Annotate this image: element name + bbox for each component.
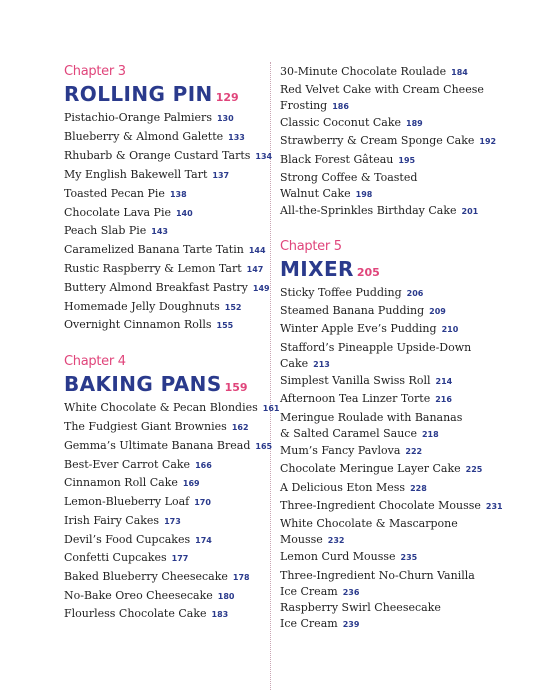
entry-page: 184 [451, 68, 468, 77]
toc-entry [64, 129, 245, 146]
entry-page: 166 [195, 461, 212, 470]
entry-title: My English Bakewell Tart [64, 168, 208, 181]
entry-page: 169 [182, 479, 200, 488]
entry-page: 134 [255, 152, 273, 161]
toc-entry [280, 64, 468, 81]
entry-title: Irish Fairy Cakes [64, 514, 160, 527]
entry-page: 183 [211, 610, 229, 619]
toc-entry [64, 167, 229, 184]
toc-entry [64, 299, 241, 316]
entry-title: Gemma’s Ultimate Banana Bread [64, 439, 251, 452]
entry-title: Chocolate Meringue Layer Cake [280, 462, 461, 475]
toc-entry [64, 606, 228, 623]
entry-title: Lemon-Blueberry Loaf [64, 495, 190, 508]
chapter-4-page: 159 [224, 381, 248, 394]
entry-page: 235 [400, 553, 418, 562]
toc-entry [280, 340, 471, 373]
entry-title-line2: Cake [280, 357, 309, 370]
chapter-5-title-text: MIXER [280, 257, 354, 281]
toc-entry [64, 475, 200, 492]
entry-title-line2: Frosting [280, 99, 328, 112]
toc-entry [64, 280, 270, 297]
chapter-4-title-text: BAKING PANS [64, 372, 222, 396]
entry-page: 140 [175, 209, 193, 218]
toc-entry [64, 186, 187, 203]
entry-title-line2: Mousse [280, 533, 323, 546]
entry-page: 162 [231, 423, 249, 432]
chapter-3-title [64, 82, 239, 106]
chapter-3-title-text: ROLLING PIN [64, 82, 213, 106]
chapter-5-page: 205 [356, 266, 380, 279]
entry-page: 216 [435, 395, 452, 404]
toc-entry [280, 461, 482, 478]
entry-title: All-the-Sprinkles Birthday Cake [280, 204, 457, 217]
entry-title: Classic Coconut Cake [280, 116, 402, 129]
entry-title: Chocolate Lava Pie [64, 206, 171, 219]
entry-title: No-Bake Oreo Cheesecake [64, 589, 213, 602]
toc-entry [280, 203, 478, 220]
entry-title-line2: Walnut Cake [280, 187, 351, 200]
toc-entry [280, 152, 415, 169]
entry-title: Lemon Curd Mousse [280, 550, 396, 563]
toc-entry [280, 170, 417, 203]
toc-entry [64, 438, 272, 455]
entry-title: Best-Ever Carrot Cake [64, 458, 191, 471]
toc-entry [280, 82, 484, 115]
entry-title: Toasted Pecan Pie [64, 187, 165, 200]
entry-page: 210 [441, 325, 459, 334]
toc-entry [64, 205, 193, 222]
entry-title-line2: Ice Cream [280, 617, 338, 630]
toc-entry [64, 494, 211, 511]
entry-title: Pistachio-Orange Palmiers [64, 111, 212, 124]
entry-page: 209 [429, 307, 446, 316]
entry-title: Flourless Chocolate Cake [64, 607, 207, 620]
entry-page: 174 [195, 536, 212, 545]
chapter-3-label: Chapter 3 [64, 64, 126, 79]
toc-entry [280, 410, 462, 443]
entry-page: 236 [342, 588, 360, 597]
entry-page: 225 [465, 465, 483, 474]
entry-title: Homemade Jelly Doughnuts [64, 300, 220, 313]
toc-entry [64, 148, 272, 165]
toc-entry [64, 317, 233, 334]
entry-page: 155 [216, 321, 234, 330]
chapter-4-label: Chapter 4 [64, 354, 126, 369]
entry-page: 138 [169, 190, 187, 199]
entry-title: Three-Ingredient Chocolate Mousse [280, 499, 481, 512]
chapter-5-title [280, 257, 380, 281]
toc-entry [64, 242, 266, 259]
entry-page: 152 [224, 303, 242, 312]
entry-title: Caramelized Banana Tarte Tatin [64, 243, 244, 256]
toc-entry [280, 600, 441, 633]
entry-page: 130 [216, 114, 234, 123]
entry-page: 239 [342, 620, 360, 629]
entry-page: 144 [248, 246, 266, 255]
entry-title-line2: Ice Cream [280, 585, 338, 598]
toc-entry [64, 419, 249, 436]
entry-page: 201 [461, 207, 479, 216]
toc-entry [280, 285, 423, 302]
entry-page: 173 [164, 517, 181, 526]
entry-title: Raspberry Swirl Cheesecake [280, 601, 441, 614]
entry-title: Baked Blueberry Cheesecake [64, 570, 228, 583]
entry-title: 30-Minute Chocolate Roulade [280, 65, 447, 78]
entry-title: Winter Apple Eve’s Pudding [280, 322, 437, 335]
entry-page: 218 [421, 430, 439, 439]
entry-title: White Chocolate & Pecan Blondies [64, 401, 258, 414]
entry-title: Steamed Banana Pudding [280, 304, 425, 317]
entry-page: 177 [171, 554, 189, 563]
entry-page: 214 [435, 377, 453, 386]
entry-page: 198 [355, 190, 373, 199]
entry-title: Mum’s Fancy Pavlova [280, 444, 401, 457]
toc-entry [64, 513, 181, 530]
toc-entry [64, 457, 212, 474]
toc-entry [64, 261, 263, 278]
entry-page: 133 [228, 133, 245, 142]
entry-page: 231 [485, 502, 503, 511]
entry-page: 228 [410, 484, 427, 493]
toc-entry [280, 443, 422, 460]
entry-page: 178 [232, 573, 250, 582]
entry-title: Strong Coffee & Toasted [280, 171, 418, 184]
entry-title: Blueberry & Almond Galette [64, 130, 224, 143]
toc-entry [280, 498, 503, 515]
entry-title: Rustic Raspberry & Lemon Tart [64, 262, 242, 275]
toc-entry [280, 516, 458, 549]
entry-title: Stafford’s Pineapple Upside-Down [280, 341, 472, 354]
entry-page: 186 [332, 102, 349, 111]
entry-page: 180 [217, 592, 235, 601]
entry-title: Simplest Vanilla Swiss Roll [280, 374, 431, 387]
entry-title: Afternoon Tea Linzer Torte [280, 392, 431, 405]
entry-page: 195 [398, 156, 416, 165]
entry-title: White Chocolate & Mascarpone [280, 517, 458, 530]
entry-page: 192 [479, 137, 497, 146]
entry-title: The Fudgiest Giant Brownies [64, 420, 227, 433]
toc-entry [64, 223, 168, 240]
entry-title: Peach Slab Pie [64, 224, 147, 237]
toc-entry [64, 550, 188, 567]
toc-entry [64, 588, 234, 605]
toc-entry [280, 133, 496, 150]
toc-entry [280, 115, 423, 132]
entry-page: 137 [212, 171, 230, 180]
entry-page: 213 [313, 360, 330, 369]
entry-title: Rhubarb & Orange Custard Tarts [64, 149, 251, 162]
entry-page: 222 [405, 447, 423, 456]
entry-title: A Delicious Eton Mess [280, 481, 406, 494]
chapter-4-title [64, 372, 248, 396]
toc-entry [280, 391, 452, 408]
entry-title: Sticky Toffee Pudding [280, 286, 402, 299]
entry-page: 170 [194, 498, 211, 507]
entry-page: 206 [406, 289, 424, 298]
entry-title: Cinnamon Roll Cake [64, 476, 178, 489]
toc-entry [280, 373, 452, 390]
entry-title: Three-Ingredient No-Churn Vanilla [280, 569, 475, 582]
entry-title: Red Velvet Cake with Cream Cheese [280, 83, 484, 96]
entry-page: 147 [246, 265, 264, 274]
toc-entry [280, 321, 458, 338]
entry-title: Black Forest Gâteau [280, 153, 394, 166]
toc-entry [280, 568, 475, 601]
entry-page: 149 [252, 284, 270, 293]
toc-entry [64, 569, 250, 586]
toc-entry [64, 110, 234, 127]
toc-entry [64, 532, 212, 549]
entry-title: Meringue Roulade with Bananas [280, 411, 463, 424]
toc-entry [280, 480, 427, 497]
entry-title: Devil’s Food Cupcakes [64, 533, 191, 546]
entry-page: 165 [255, 442, 273, 451]
entry-title-line2: & Salted Caramel Sauce [280, 427, 417, 440]
chapter-5-label: Chapter 5 [280, 239, 342, 254]
entry-title: Confetti Cupcakes [64, 551, 167, 564]
entry-title: Strawberry & Cream Sponge Cake [280, 134, 475, 147]
entry-page: 161 [262, 404, 280, 413]
chapter-3-page: 129 [215, 91, 239, 104]
toc-entry [64, 400, 279, 417]
entry-page: 189 [406, 119, 423, 128]
entry-page: 232 [327, 536, 345, 545]
toc-entry [280, 303, 446, 320]
toc-entry [280, 549, 417, 566]
entry-page: 143 [151, 227, 168, 236]
entry-title: Buttery Almond Breakfast Pastry [64, 281, 248, 294]
entry-title: Overnight Cinnamon Rolls [64, 318, 212, 331]
